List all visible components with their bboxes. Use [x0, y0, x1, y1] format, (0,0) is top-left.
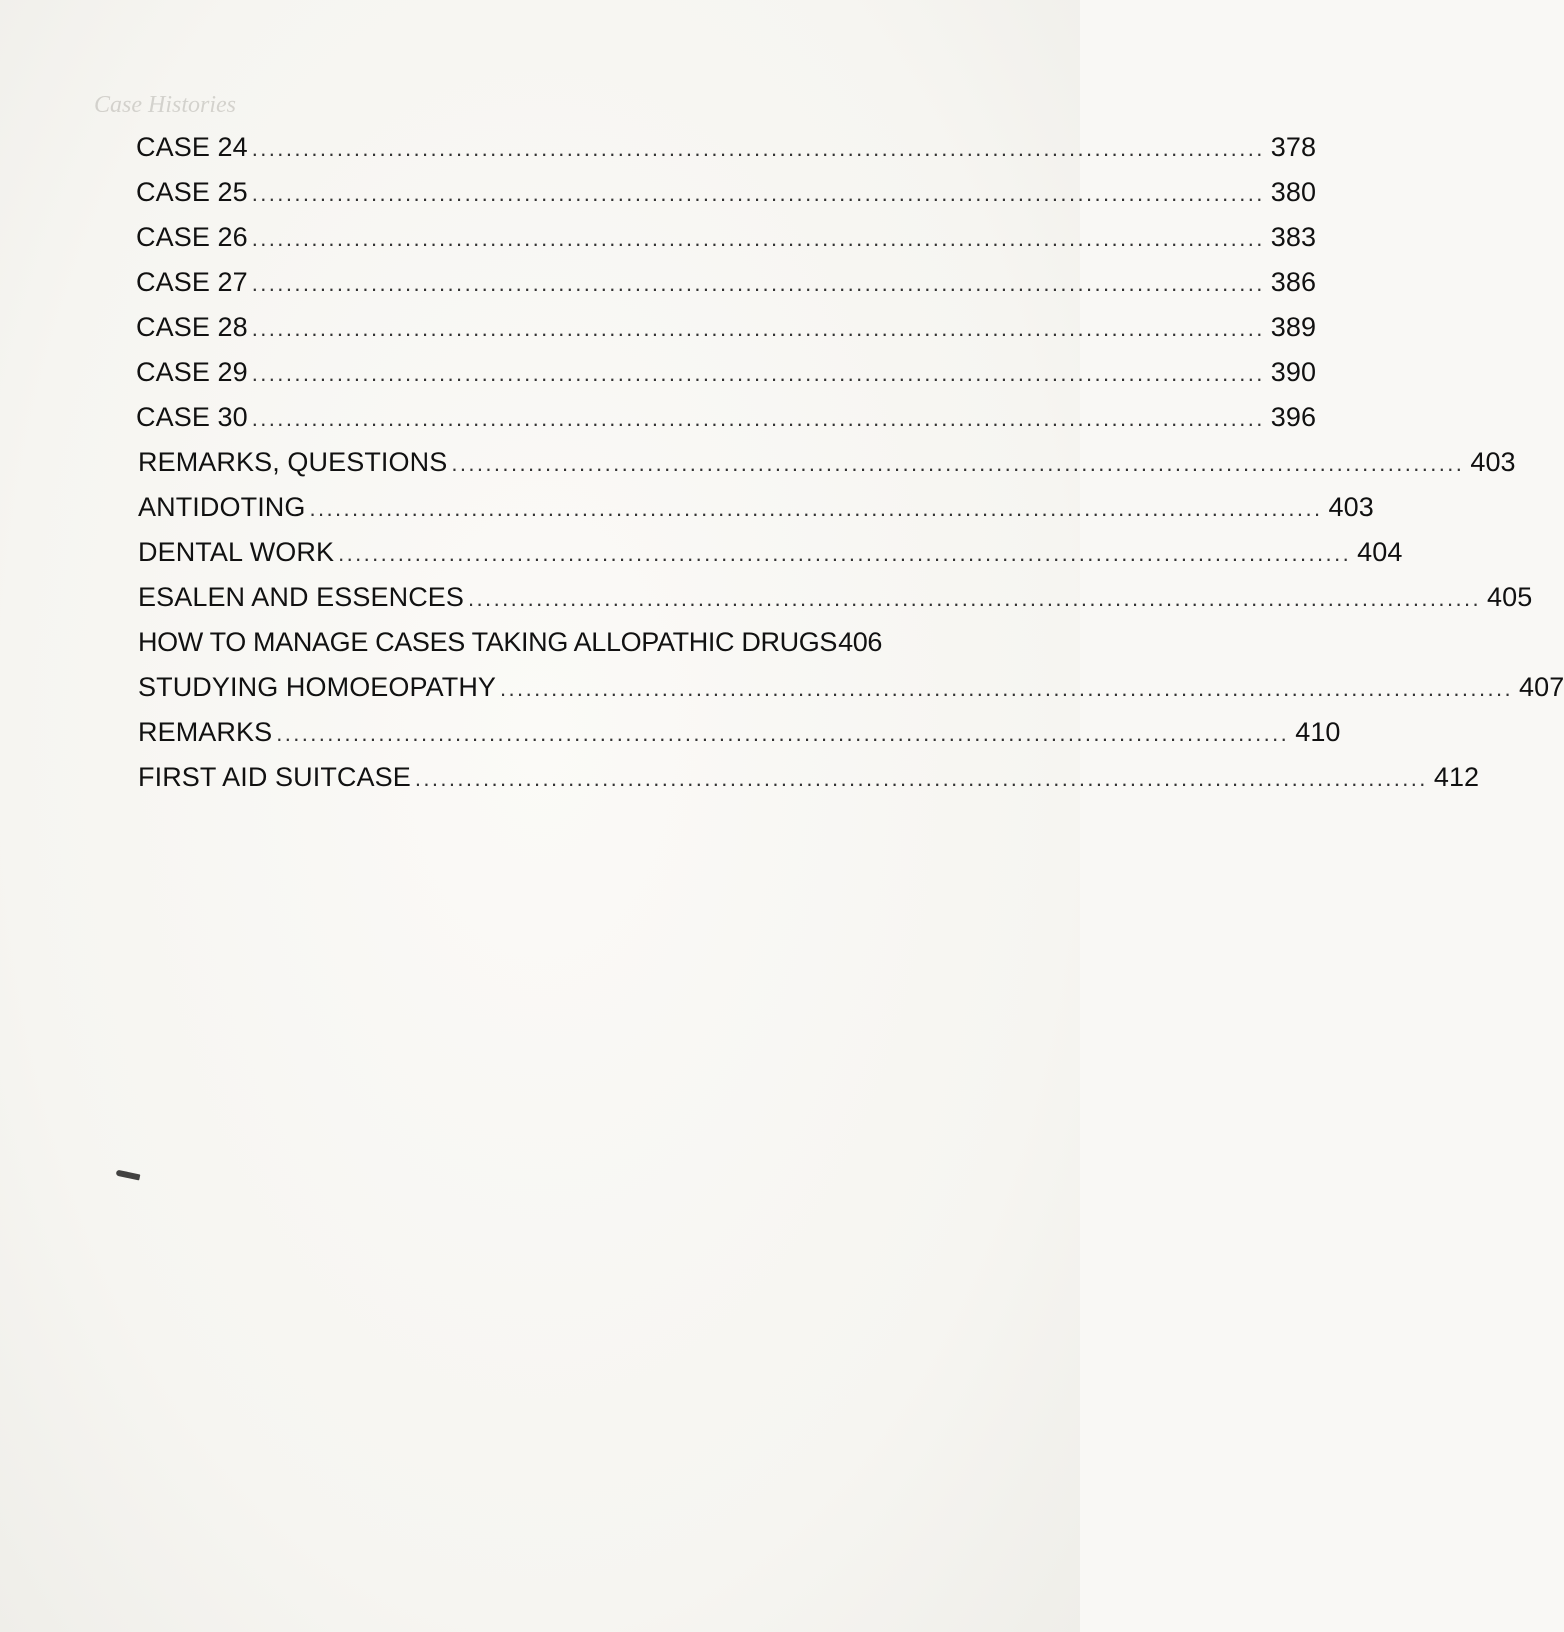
toc-page-number: 410	[1295, 717, 1341, 747]
toc-entry-title: FIRST AID SUITCASE	[138, 762, 411, 792]
toc-page-number: 405	[1487, 582, 1533, 612]
dot-leader: .......................................................................................................................	[251, 226, 1265, 251]
dot-leader: .......................................................................................................................	[500, 676, 1513, 701]
dot-leader: .......................................................................................................................	[451, 451, 1465, 476]
toc-entry-title: ESALEN AND ESSENCES	[138, 582, 465, 612]
dot-leader: .......................................................................................................................	[251, 406, 1265, 431]
dot-leader: .......................................................................................................................	[251, 181, 1265, 206]
toc-entry	[138, 442, 1516, 482]
dot-leader: .......................................................................................................................	[251, 271, 1265, 296]
toc-entry	[138, 712, 1341, 752]
dot-leader: .......................................................................................................................	[414, 766, 1428, 791]
toc-page-number: 407	[1519, 672, 1564, 702]
toc-page-number: 378	[1270, 132, 1317, 162]
toc-entry-title: REMARKS	[138, 717, 273, 747]
toc-page-number: 389	[1270, 312, 1317, 342]
toc-entry	[138, 757, 1480, 797]
toc-page-number: 412	[1433, 762, 1480, 792]
dot-leader: .......................................................................................................................	[468, 586, 1481, 611]
toc-page-number: 406	[838, 627, 883, 657]
toc-entry	[136, 172, 1317, 212]
toc-entry-title: REMARKS, QUESTIONS	[138, 447, 448, 477]
toc-entry	[136, 307, 1317, 347]
toc-entry	[138, 622, 950, 662]
toc-entry	[136, 352, 1317, 392]
toc-entry-title: HOW TO MANAGE CASES TAKING ALLOPATHIC DRUGS	[138, 627, 838, 657]
toc-entry	[138, 667, 1564, 707]
toc-page-number: 386	[1270, 267, 1317, 297]
dot-leader: .......................................................................................................................	[251, 316, 1265, 341]
pen-mark	[116, 1170, 141, 1181]
toc-entry-title: CASE 30	[136, 402, 248, 432]
dot-leader: .......................................................................................................................	[276, 721, 1290, 746]
toc-entry	[136, 262, 1317, 302]
toc-entry-title: CASE 28	[136, 312, 248, 342]
dot-leader: .......................................................................................................................	[338, 541, 1352, 566]
running-head: Case Histories	[94, 92, 237, 118]
toc-entry-title: CASE 29	[136, 357, 248, 387]
toc-entry-title: CASE 25	[136, 177, 248, 207]
toc-entry-title: CASE 26	[136, 222, 248, 252]
toc-entry	[136, 217, 1317, 257]
toc-entry-title: ANTIDOTING	[138, 492, 306, 522]
dot-leader: .......................................................................................................................	[309, 496, 1323, 521]
dot-leader: .......................................................................................................................	[251, 136, 1265, 161]
toc-entry-title: DENTAL WORK	[138, 537, 335, 567]
toc-entry	[136, 127, 1317, 167]
toc-entry-title: STUDYING HOMOEOPATHY	[138, 672, 497, 702]
toc-entry	[136, 397, 1317, 437]
toc-entry	[138, 487, 1374, 527]
dot-leader: .......................................................................................................................	[251, 361, 1265, 386]
toc-entry-title: CASE 27	[136, 267, 248, 297]
toc-entry	[138, 577, 1533, 617]
toc-page-number: 404	[1357, 537, 1403, 567]
toc-page-number: 403	[1328, 492, 1374, 522]
toc-entry-title: CASE 24	[136, 132, 248, 162]
toc-page-number: 403	[1470, 447, 1516, 477]
toc-page-number: 380	[1270, 177, 1317, 207]
toc-entry	[138, 532, 1403, 572]
toc-page-number: 396	[1270, 402, 1317, 432]
toc-page-number: 383	[1270, 222, 1317, 252]
toc-page-number: 390	[1270, 357, 1317, 387]
